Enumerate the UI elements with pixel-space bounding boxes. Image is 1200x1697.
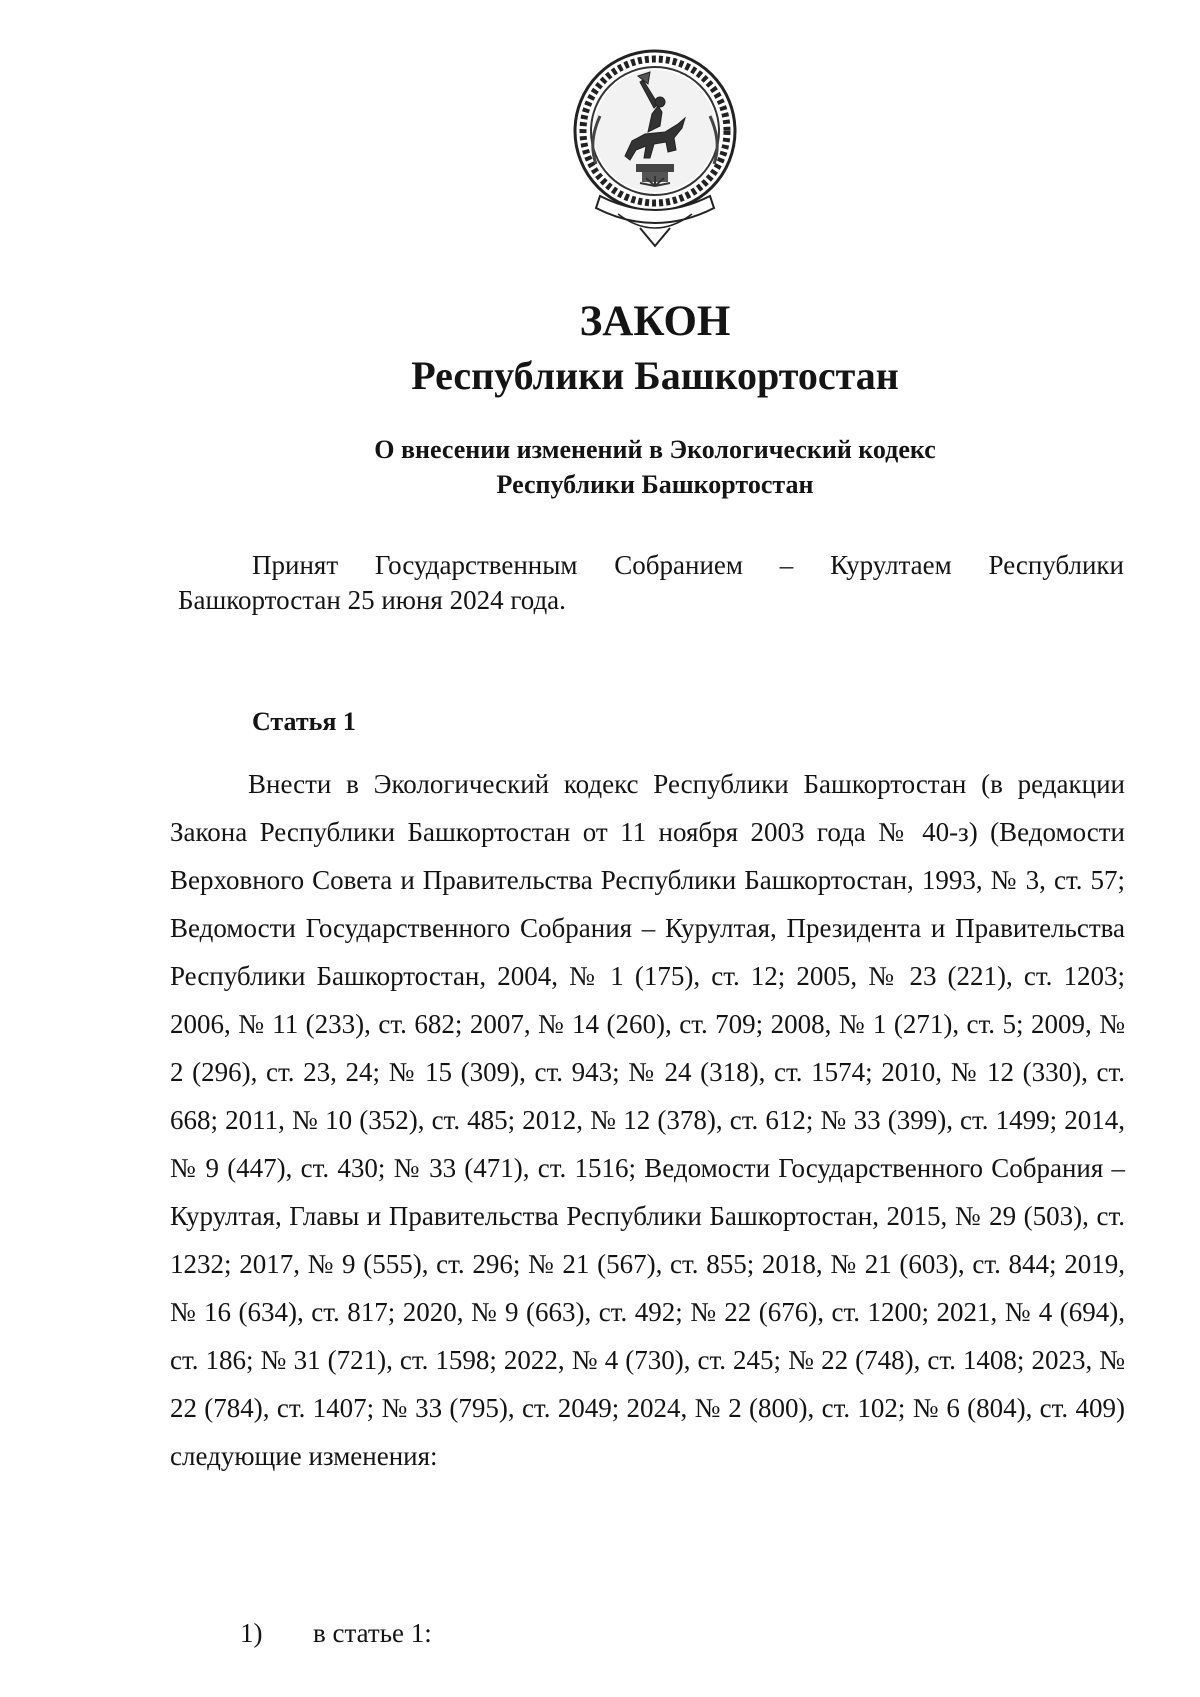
adoption-text: Принят Государственным Собранием – Курултаем Республики Башкортостан 25 июня 2024 года. xyxy=(178,550,1124,615)
adoption-statement xyxy=(178,548,1124,618)
article-heading: Статья 1 xyxy=(252,707,356,736)
document-type-title: ЗАКОН xyxy=(579,298,731,345)
article-body-text: Внести в Экологический кодекс Республики Башкортостан (в редакции Закона Республики Башкортостан от 11 ноября 2003 года № 40-з) (Ведомости Верховного Совета и Правительства Республики Башкортостан, 1993, № 3, ст. 57; Ведомости Государственного Собрания – Курултая, Президента и Правительства Республики Башкортостан, 2004, № 1 (175), ст. 12; 2005, № 23 (221), ст. 1203; 2006, № 11 (233), ст. 682; 2007, № 14 (260), ст. 709; 2008, № 1 (271), ст. 5; 2009, № 2 (296), ст. 23, 24; № 15 (309), ст. 943; № 24 (318), ст. 1574; 2010, № 12 (330), ст. 668; 2011, № 10 (352), ст. 485; 2012, № 12 (378), ст. 612; № 33 (399), ст. 1499; 2014, № 9 (447), ст. 430; № 33 (471), ст. 1516; Ведомости Государственного Собрания – Курултая, Главы и Правительства Республики Башкортостан, 2015, № 29 (503), ст. 1232; 2017, № 9 (555), ст. 296; № 21 (567), ст. 855; 2018, № 21 (603), ст. 844; 2019, № 16 (634), ст. 817; 2020, № 9 (663), ст. 492; № 22 (676), ст. 1200; 2021, № 4 (694), ст. 186; № 31 (721), ст. 1598; 2022, № 4 (730), ст. 245; № 22 (748), ст. 1408; 2023, № 22 (784), ст. 1407; № 33 (795), ст. 2049; 2024, № 2 (800), ст. 102; № 6 (804), ст. 409) следующие изменения: xyxy=(170,769,1125,1471)
law-subject xyxy=(0,432,1200,502)
bashkortostan-coat-of-arms-icon xyxy=(570,46,740,248)
list-item-number: 1) xyxy=(240,1618,263,1648)
list-item-text: в статье 1: xyxy=(313,1618,432,1648)
list-item xyxy=(240,1618,432,1649)
article-body xyxy=(170,760,1125,1480)
law-subject-line-1: О внесении изменений в Экологический кодекс xyxy=(374,435,936,464)
coat-of-arms-emblem xyxy=(570,46,740,248)
issuer-title: Республики Башкортостан xyxy=(411,353,899,398)
law-subject-line-2: Республики Башкортостан xyxy=(496,470,814,499)
